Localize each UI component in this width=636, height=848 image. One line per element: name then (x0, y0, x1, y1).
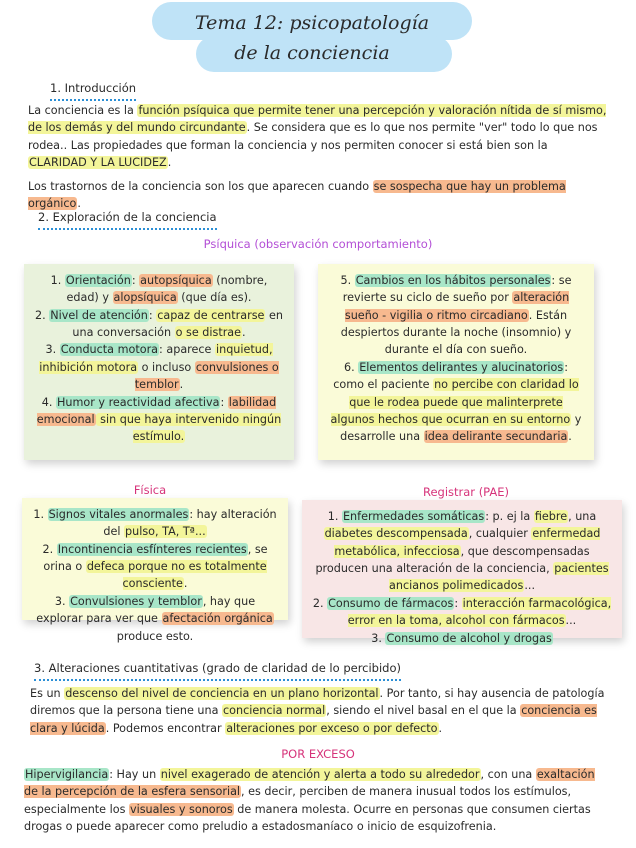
text-segment: : p. ej la (485, 510, 534, 523)
text-segment: , se orina o (43, 542, 268, 574)
highlighted-text: idea delirante secundaria (424, 430, 568, 444)
text-segment: 5. (340, 274, 355, 287)
text-segment: 3. (54, 594, 70, 608)
fisica-item-2 (32, 541, 278, 593)
highlighted-text: labilidad emocional (36, 395, 277, 426)
registrar-item-2 (312, 595, 612, 630)
text-segment: : Hay un (109, 768, 160, 781)
alteraciones-paragraph-1 (30, 685, 606, 737)
psiquica-note-right (318, 264, 594, 460)
highlighted-text: alopsíquica (113, 291, 177, 305)
registrar-item-3 (312, 630, 612, 647)
highlighted-text: alteración sueño - vigilia o ritmo circadiano (344, 291, 570, 322)
text-segment: 2. (35, 308, 50, 322)
highlighted-text: Conducta motora (60, 343, 159, 357)
highlighted-text: enfermedad metabólica, infecciosa (334, 527, 601, 558)
highlighted-text: afectación orgánica (162, 612, 273, 626)
text-segment: . (179, 378, 184, 392)
text-segment: . (438, 721, 443, 735)
alteraciones-heading: 3. Alteraciones cuantitativas (grado de claridad de lo percibido) (34, 660, 401, 681)
highlighted-text: Humor y reactividad afectiva (56, 395, 220, 409)
highlighted-text: pulso, TA, Tª... (125, 525, 206, 539)
text-segment: 6. (343, 360, 359, 374)
text-segment: , siendo el nivel basal en el que la (326, 704, 521, 718)
highlighted-text: Convulsiones y temblor (70, 594, 202, 608)
alteraciones-paragraph-2 (24, 766, 606, 835)
fisica-item-1 (32, 506, 278, 541)
text-segment: de manera molesta. Ocurre en personas que consumen ciertas drogas o puede aparecer como preludio a estadosmaníaco o inicio de esquizofrenia. (24, 802, 591, 834)
highlighted-text: visuales y sonoros (129, 802, 233, 816)
registrar-item-1 (312, 508, 612, 595)
registrar-note (302, 500, 622, 645)
text-segment: . Están despiertos durante la noche (insomnio) y durante el día con sueño. (340, 308, 572, 357)
highlighted-text: Nivel de atención (50, 308, 148, 322)
text-segment: . (242, 326, 246, 340)
highlighted-text: inquietud, inhibición motora (39, 343, 273, 374)
intro-paragraph-1 (28, 102, 608, 171)
psiquica-item-4 (34, 394, 284, 446)
text-segment: o incluso (138, 360, 195, 374)
text-segment: , que descompensadas producen una alteración de la conciencia, (315, 544, 590, 576)
highlighted-text: Orientación (65, 274, 131, 287)
psiquica-item-2 (34, 307, 284, 342)
highlighted-text: Elementos delirantes y alucinatorios (359, 360, 564, 374)
highlighted-text: Signos vitales anormales (48, 508, 189, 521)
psiquica-item-3 (34, 341, 284, 393)
text-segment: (nombre, edad) y (66, 274, 268, 305)
text-segment: . (183, 577, 188, 591)
highlighted-text: Consumo de alcohol y drogas (386, 631, 552, 645)
exploracion-heading: 2. Exploración de la conciencia (38, 209, 217, 230)
highlighted-text: no percibe con claridad lo que le rodea puede que malinterprete algunos hechos que ocurran en su entorno (330, 378, 579, 426)
highlighted-text: alteraciones por exceso o por defecto (226, 721, 438, 735)
text-segment: produce esto. (116, 629, 194, 643)
text-segment: ... (565, 614, 577, 628)
psiquica-item-1 (34, 272, 284, 307)
highlighted-text: autopsíquica (140, 274, 212, 287)
text-segment: Es un (30, 687, 65, 700)
psiquica-note-left (24, 264, 294, 460)
fisica-label: Física (133, 483, 167, 497)
text-segment: . Se considera que es lo que nos permite "ver" todo lo que nos rodea.. Las propiedades que forman la conciencia y nos permiten conocer si está bien son la (28, 121, 598, 152)
text-segment: (que día es). (177, 291, 252, 305)
text-segment: , una (568, 510, 597, 523)
text-segment: , hay que explorar para ver que (36, 594, 256, 626)
title-line-2: de la conciencia (234, 42, 390, 64)
text-segment: . Podemos encontrar (105, 721, 226, 735)
title-line-1: Tema 12: psicopatología (194, 12, 430, 34)
text-segment: : (454, 596, 462, 610)
text-segment: 1. (33, 508, 48, 521)
text-segment: 3. (45, 343, 60, 357)
intro-paragraph-2 (28, 178, 608, 213)
exceso-label: POR EXCESO (281, 747, 355, 761)
text-segment: en una conversación (72, 308, 283, 340)
psiquica-item-6 (328, 359, 584, 446)
text-segment: . (568, 430, 572, 444)
highlighted-text: CLARIDAD Y LA LUCIDEZ (29, 156, 167, 170)
text-segment: , cualquier (468, 527, 532, 541)
text-segment: 2. (42, 542, 57, 556)
text-segment: , con una (480, 768, 536, 781)
fisica-item-3 (32, 593, 278, 645)
highlighted-text: defeca porque no es totalmente consciente (86, 560, 267, 591)
text-segment: La conciencia es la (28, 104, 138, 117)
alteraciones-p1-text (30, 687, 604, 735)
highlighted-text: capaz de centrarse (157, 308, 265, 322)
text-segment: : como el paciente (333, 360, 568, 392)
highlighted-text: función psíquica que permite tener una percepción y valoración nítida de sí mismo, de los demás y del mundo circundante (28, 104, 607, 135)
highlighted-text: Enfermedades somáticas (342, 510, 485, 523)
text-segment: . (77, 197, 81, 211)
text-segment: 1. (327, 510, 342, 523)
highlighted-text: sin que haya intervenido ningún estímulo. (96, 412, 282, 444)
highlighted-text: o se distrae (175, 326, 242, 340)
highlighted-text: interacción farmacológica, error en la toma, alcohol con fármacos (347, 596, 612, 628)
intro-heading: 1. Introducción (50, 80, 136, 101)
highlighted-text: exaltación de la percepción de la esfera sensorial (24, 768, 595, 799)
highlighted-text: fiebre (534, 510, 568, 523)
highlighted-text: conciencia normal (223, 704, 326, 718)
highlighted-text: Incontinencia esfínteres recientes (57, 542, 247, 556)
page-title (152, 8, 472, 68)
highlighted-text: se sospecha que hay un problema orgánico (28, 180, 566, 211)
text-segment: 1. (50, 274, 65, 287)
intro-p1-text (28, 104, 606, 169)
text-segment: . (167, 156, 172, 170)
highlighted-text: Hipervigilancia (25, 768, 109, 781)
text-segment: : (220, 395, 228, 409)
highlighted-text: diabetes descompensada (324, 527, 468, 541)
text-segment: : (131, 274, 140, 287)
registrar-label: Registrar (PAE) (422, 485, 509, 499)
psiquica-item-5 (328, 272, 584, 359)
alteraciones-p2-text (24, 768, 595, 833)
intro-p2-text (28, 180, 566, 210)
text-segment: : aparece (159, 343, 215, 357)
text-segment: : se revierte su ciclo de sueño por (342, 274, 572, 305)
text-segment: , es decir, perciben de manera inusual todos los estímulos, especialmente los (24, 785, 572, 816)
text-segment: : (148, 308, 157, 322)
highlighted-text: descenso del nivel de conciencia en un plano horizontal (65, 687, 379, 700)
text-segment: ... (524, 579, 535, 593)
psiquica-label: Psíquica (observación comportamiento) (203, 237, 433, 251)
highlighted-text: Consumo de fármacos (328, 596, 454, 610)
highlighted-text: nivel exagerado de atención y alerta a todo su alrededor (160, 768, 480, 781)
highlighted-text: pacientes ancianos polimedicados (389, 562, 609, 593)
fisica-note (22, 498, 288, 643)
highlighted-text: Cambios en los hábitos personales (355, 274, 551, 287)
text-segment: . Por tanto, si hay ausencia de patología diremos que la persona tiene una (30, 687, 605, 718)
text-segment: y desarrolle una (340, 412, 582, 444)
highlighted-text: convulsiones o temblor (134, 360, 279, 392)
text-segment: 2. (312, 596, 328, 610)
highlighted-text: conciencia es clara y lúcida (30, 704, 597, 735)
text-segment: Los trastornos de la conciencia son los que aparecen cuando (28, 180, 373, 193)
text-segment: 3. (371, 631, 386, 645)
text-segment: 4. (41, 395, 56, 409)
text-segment: : hay alteración del (103, 508, 277, 539)
